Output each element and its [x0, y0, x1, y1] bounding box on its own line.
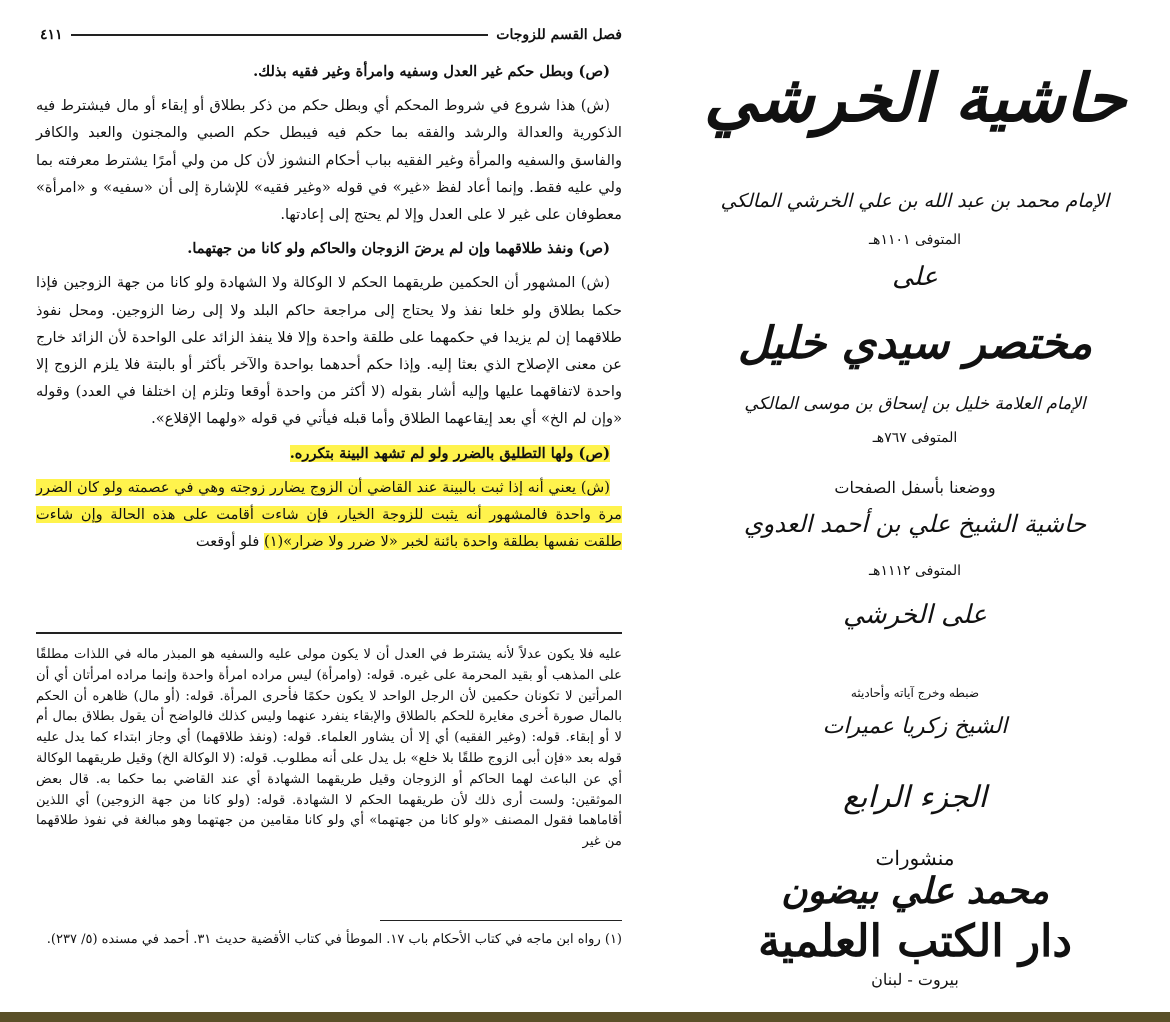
- second-author-death-year: المتوفى ١١١٢هـ: [868, 563, 962, 579]
- publisher-city: بيروت - لبنان: [871, 970, 959, 989]
- header-rule: [71, 34, 489, 36]
- sharh-paragraph: (ش) المشهور أن الحكمين طريقهما الحكم لا الوكالة ولا الشهادة ولو كانا من جهة الزوجين فإذا حكما بطلاق ولو خلعا نفذ ولا يحتاج إلى مراجعة حاكم البلد ولا إلى رضا الزوجين. ومحل نفوذ طلاقهما إن لم يزيدا في حكمهما على طلقة واحدة وإلا فلا ينفذ الزائد على الواحدة لأن الزائد خارج عن معنى الإصلاح الذي بعثا إليه. وإذا حكم أحدهما بواحدة والآخر بأكثر أو بالبتة فلا يلزم الزوج إلا واحدة لاتفاقهما عليها وإليه أشار بقوله (لا أكثر من واحدة أوقعا وتلزم إن اختلفا في العدد) وقوله «وإن لم الخ» أي بعد إيقاعهما الطلاق وأما قبله فيأتي في قوله «ولهما الإقلاع».: [36, 274, 622, 428]
- title-page: [660, 0, 1170, 1012]
- base-author-death-year: المتوفى ٧٦٧هـ: [872, 430, 958, 446]
- publisher-name: محمد علي بيضون: [781, 870, 1049, 912]
- sharh-paragraph-highlighted: [36, 474, 622, 556]
- base-text-author: الإمام العلامة خليل بن إسحاق بن موسى المالكي: [744, 394, 1086, 414]
- author-name: الإمام محمد بن عبد الله بن علي الخرشي المالكي: [720, 190, 1110, 212]
- notes-text: عليه فلا يكون عدلاً لأنه يشترط في العدل أن لا يكون مولى عليه والسفيه هو المبذر ماله في اللذات مطلقًا على المذهب أو بقيد المحرمة على غيره. قوله: (وامرأة) ليس مراده امرأة واحدة وإنما مراده امرأتان أي أن المرأتين لا تكونان حكمين لأن الرجل الواحد لا يكون حكمًا فأحرى المرأة. قوله: (أو مال) ظاهره أن الحكم بالمال صورة أخرى مغايرة للحكم بالطلاق والإبقاء ينفرد عنهما وليس كذلك فالواضح أن يقول بطلاق بمال أم لا أو إبقاء. قوله: (وغير الفقيه) أي إلا أن يشاور العلماء. قوله: (ونفذ طلاقهما) أي وجاز ابتداء كما يدل عليه قوله بعد «فإن أبى الزوج طلقًا بلا خلع» بل يدل على أنه مطلوب. قوله: (لا الوكالة الخ) وقيل طريقهما الوكالة أي عن الباعث لهما الحاكم أو الزوجان وقيل طريقهما الشهادة أي عند القاضي بما حكما به. قال بعض الموثقين: ولست أرى ذلك لأن طريقهما الحكم لا الشهادة. قوله: (ولو كانا من جهة الزوجين) أي اللذين أقاماهما فقول المصنف «ولو كانا من جهتهما» أي ولو كانا مقامين من جهتهما وهو مبالغة في نفوذ طلاقهما من غير: [36, 647, 622, 850]
- page-number: ٤١١: [40, 27, 63, 43]
- matn-paragraph-highlighted: [36, 440, 622, 467]
- book-title: حاشية الخرشي: [703, 59, 1127, 137]
- main-text: [36, 58, 622, 562]
- connector-ala: على: [892, 262, 938, 292]
- highlight-mark: (ش) يعني أنه إذا ثبت بالبينة عند القاضي أن الزوج يضارر زوجته وهي في عصمته ولو كان الضرر مرة واحدة فالمشهور أنه يثبت للزوجة الخيار، فإن شاءت أقامت على هذه الحالة وإن شاءت طلقت نفسها بطلقة واحدة بائنة لخبر «لا ضرر ولا ضرار»(١): [36, 478, 622, 551]
- base-text-title: مختصر سيدي خليل: [737, 318, 1093, 369]
- paragraph-tail: فلو أوقعت: [195, 533, 264, 551]
- author-death-year: المتوفى ١١٠١هـ: [868, 232, 962, 248]
- matn-paragraph: (ص) وبطل حكم غير العدل وسفيه وامرأة وغير فقيه بذلك.: [253, 63, 610, 80]
- publications-label: منشورات: [875, 846, 955, 870]
- second-hashiya-title: حاشية الشيخ علي بن أحمد العدوي: [743, 510, 1087, 538]
- placed-note: ووضعنا بأسفل الصفحات: [834, 478, 996, 497]
- sharh-paragraph: (ش) هذا شروع في شروط المحكم أي وبطل حكم من ذكر بطلاق أو إبقاء أو مال فيشترط فيه الذكورية والعدالة والرشد والفقه بما حكم فيه فيبطل حكم الصبي والمجنون والعبد والكافر والفاسق والسفيه والمرأة وغير الفقيه بباب أحكام النشوز لأن كل من ولي أمرًا يشترط معرفته بما ولي عليه فقط. وإنما أعاد لفظ «غير» في قوله «وغير فقيه» للإشارة إلى أن «سفيه» و «امرأة» معطوفان على غير لا على العدل وإلا لم يحتج إلى إعادتها.: [36, 97, 622, 224]
- highlight-mark: (ص) ولها التطليق بالضرر ولو لم تشهد البينة بتكرره.: [289, 444, 610, 462]
- connector-ala-khurashi: على الخرشي: [843, 600, 987, 630]
- chapter-title: فصل القسم للزوجات: [496, 27, 622, 43]
- page-header: [40, 24, 622, 46]
- volume-label: الجزء الرابع: [843, 780, 987, 815]
- editor-name: الشيخ زكريا عميرات: [822, 714, 1008, 739]
- footnote: (١) رواه ابن ماجه في كتاب الأحكام باب ١٧. الموطأ في كتاب الأقضية حديث ٣١. أحمد في مسنده (٥/ ٢٣٧).: [46, 932, 622, 947]
- footnote-separator: [380, 920, 622, 921]
- bottom-edge: [0, 1012, 1170, 1022]
- margin-notes: [36, 645, 622, 853]
- publishing-house: دار الكتب العلمية: [758, 916, 1072, 967]
- matn-paragraph: (ص) ونفذ طلاقهما وإن لم يرضَ الزوجان والحاكم ولو كانا من جهتهما.: [187, 240, 610, 258]
- edited-by-label: ضبطه وخرج آياته وأحاديثه: [850, 686, 980, 700]
- notes-separator: [36, 632, 622, 634]
